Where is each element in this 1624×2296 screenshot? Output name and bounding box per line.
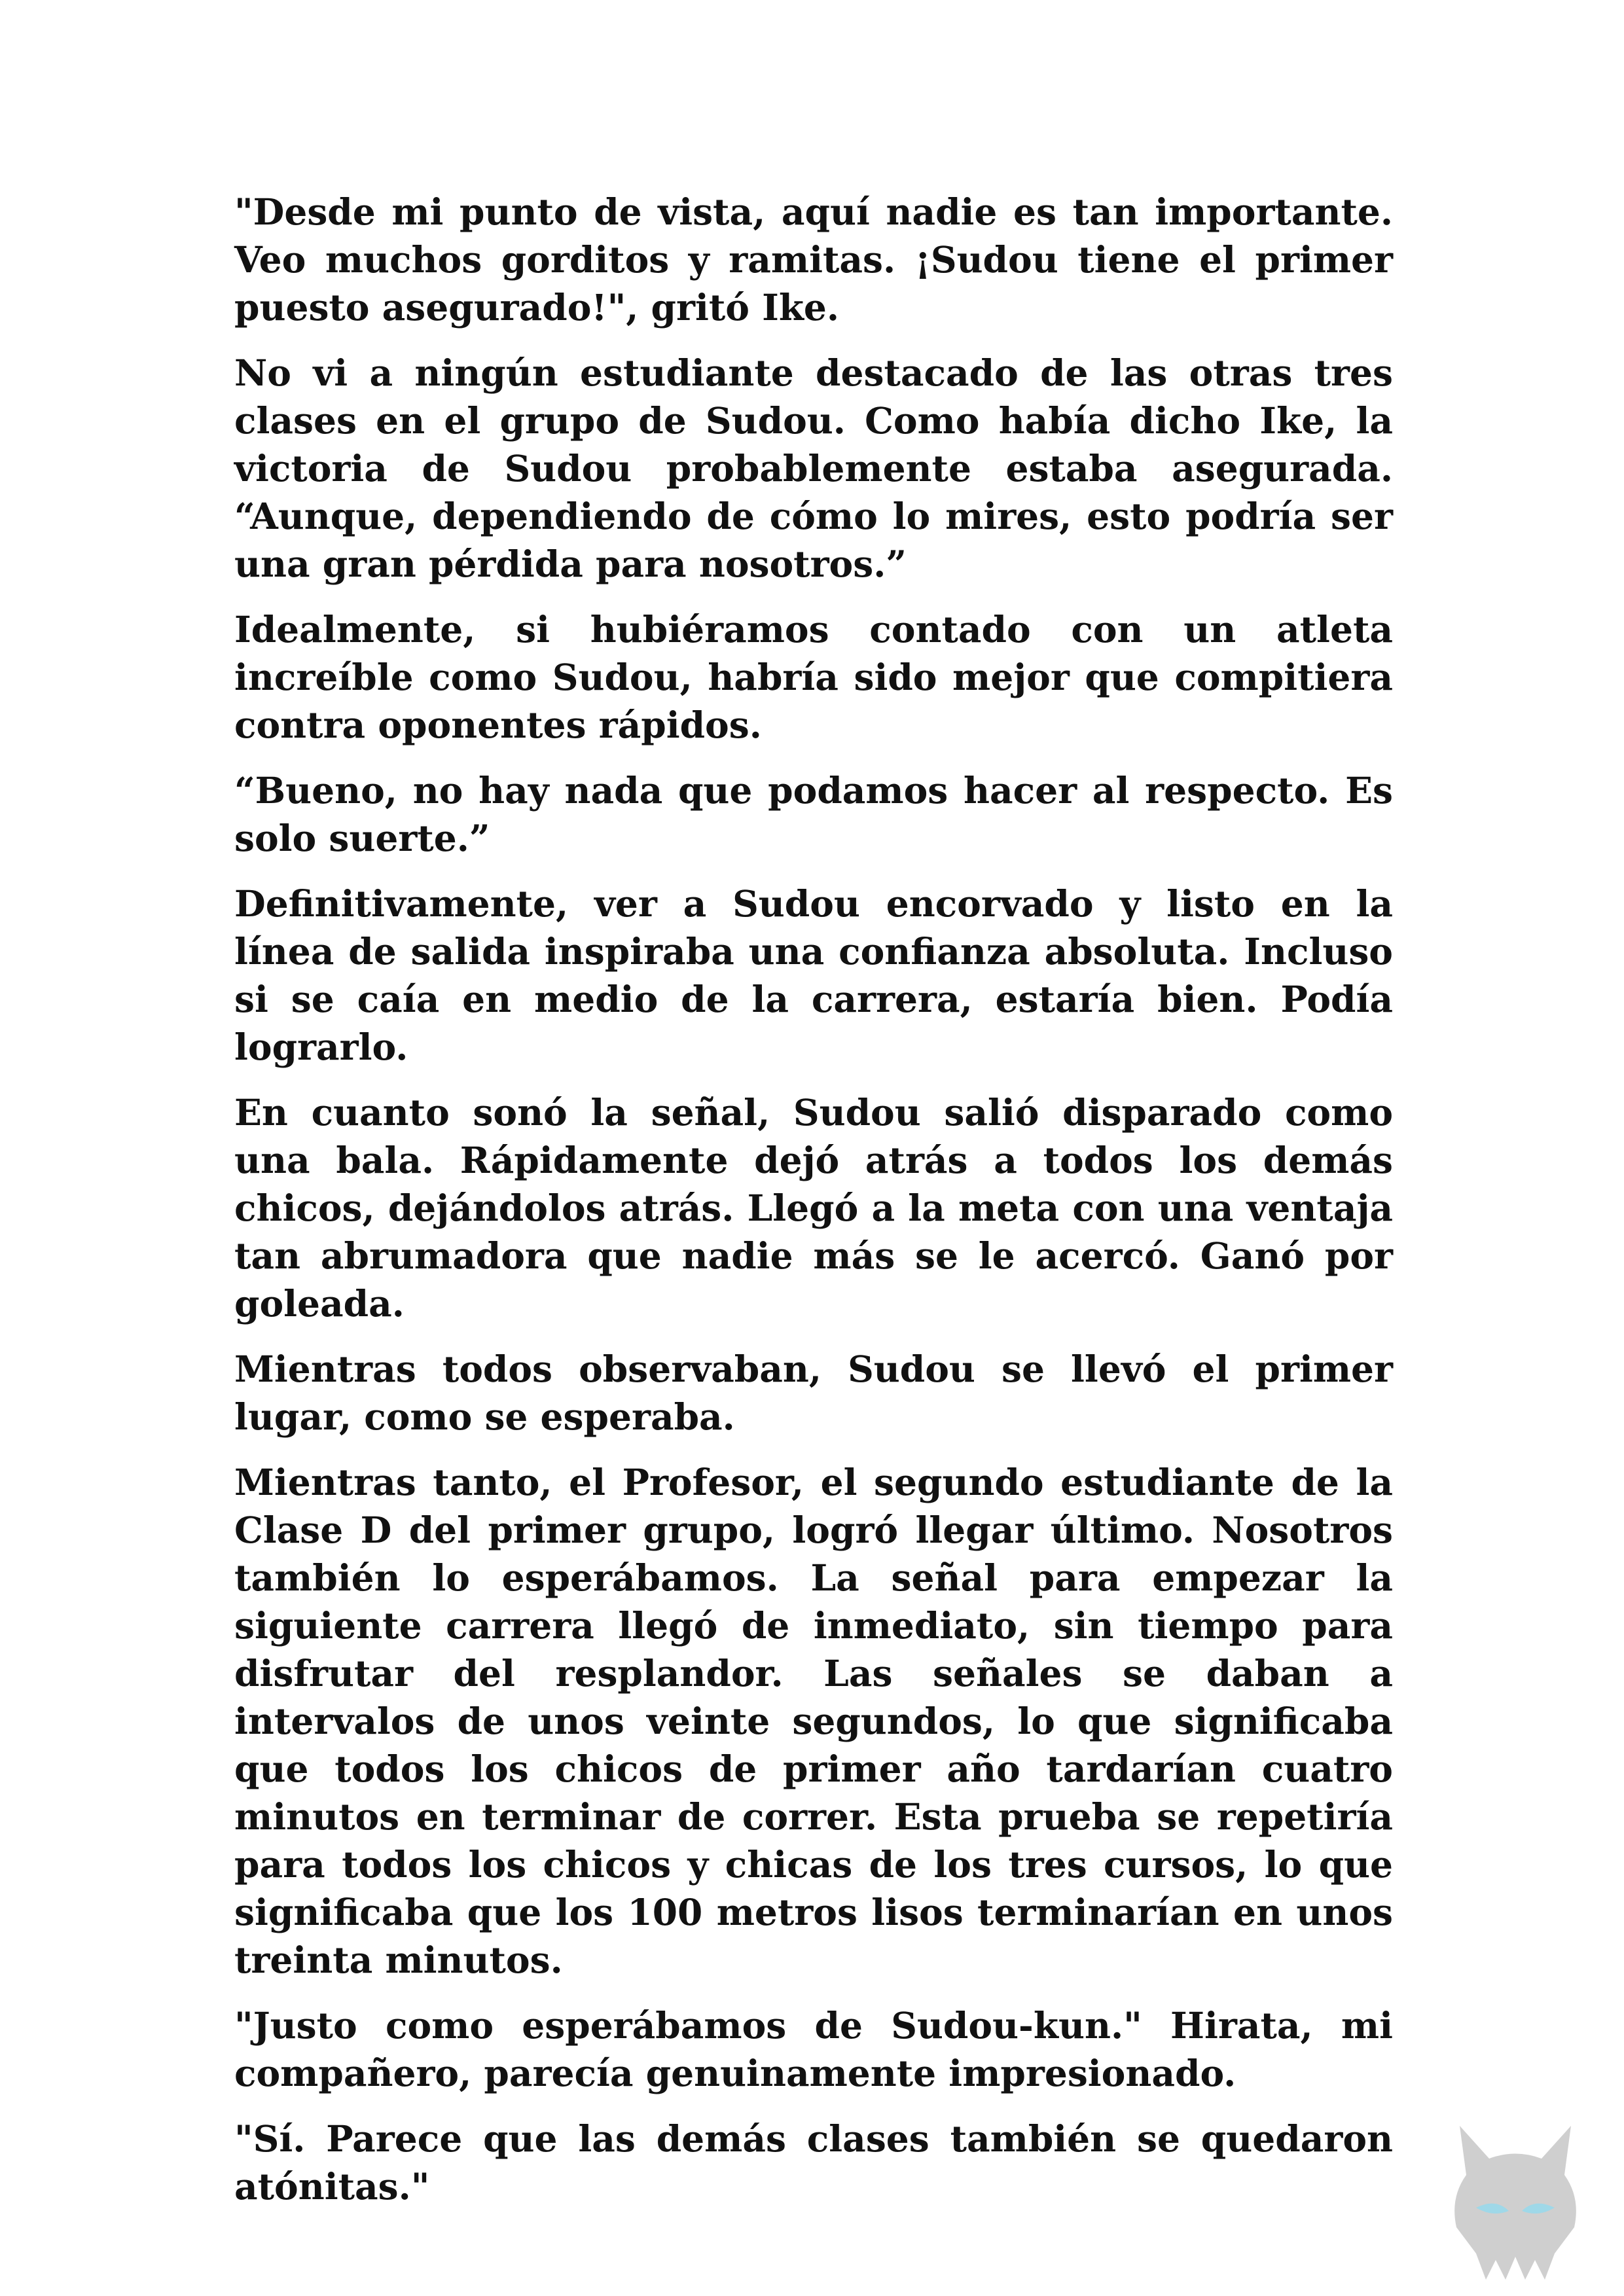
paragraph-9: "Justo como esperábamos de Sudou-kun." Hirata, mi compañero, parecía genuinamente impresionado. <box>234 2004 1393 2094</box>
paragraph-5: Definitivamente, ver a Sudou encorvado y listo en la línea de salida inspiraba una confianza absoluta. Incluso si se caía en medio de la carrera, estaría bien. Podía lograrlo. <box>234 882 1393 1068</box>
paragraph-4: “Bueno, no hay nada que podamos hacer al respecto. Es solo suerte.” <box>234 769 1393 859</box>
paragraph-1: "Desde mi punto de vista, aquí nadie es tan importante. Veo muchos gorditos y ramitas. ¡Sudou tiene el primer puesto asegurado!", gritó Ike. <box>234 190 1393 329</box>
horned-demon-head-icon <box>1440 2119 1591 2283</box>
paragraph-3: Idealmente, si hubiéramos contado con un atleta increíble como Sudou, habría sido mejor que compitiera contra oponentes rápidos. <box>234 608 1393 746</box>
document-body <box>234 188 1393 2228</box>
paragraph-6: En cuanto sonó la señal, Sudou salió disparado como una bala. Rápidamente dejó atrás a todos los demás chicos, dejándolos atrás. Llegó a la meta con una ventaja tan abrumadora que nadie más se le acercó. Ganó por goleada. <box>234 1091 1393 1325</box>
paragraph-7: Mientras todos observaban, Sudou se llevó el primer lugar, como se esperaba. <box>234 1348 1393 1438</box>
paragraph-10: "Sí. Parece que las demás clases también se quedaron atónitas." <box>234 2117 1393 2208</box>
paragraph-2: No vi a ningún estudiante destacado de las otras tres clases en el grupo de Sudou. Como había dicho Ike, la victoria de Sudou probablemente estaba asegurada. “Aunque, dependiendo de cómo lo mires, esto podría ser una gran pérdida para nosotros.” <box>234 351 1393 585</box>
paragraph-8: Mientras tanto, el Profesor, el segundo estudiante de la Clase D del primer grupo, logró llegar último. Nosotros también lo esperábamos. La señal para empezar la siguiente carrera llegó de inmediato, sin tiempo para disfrutar del resplandor. Las señales se daban a intervalos de unos veinte segundos, lo que significaba que todos los chicos de primer año tardarían cuatro minutos en terminar de correr. Esta prueba se repetiría para todos los chicos y chicas de los tres cursos, lo que significaba que los 100 metros lisos terminarían en unos treinta minutos. <box>234 1461 1393 1981</box>
demon-head-shape <box>1454 2126 1576 2280</box>
